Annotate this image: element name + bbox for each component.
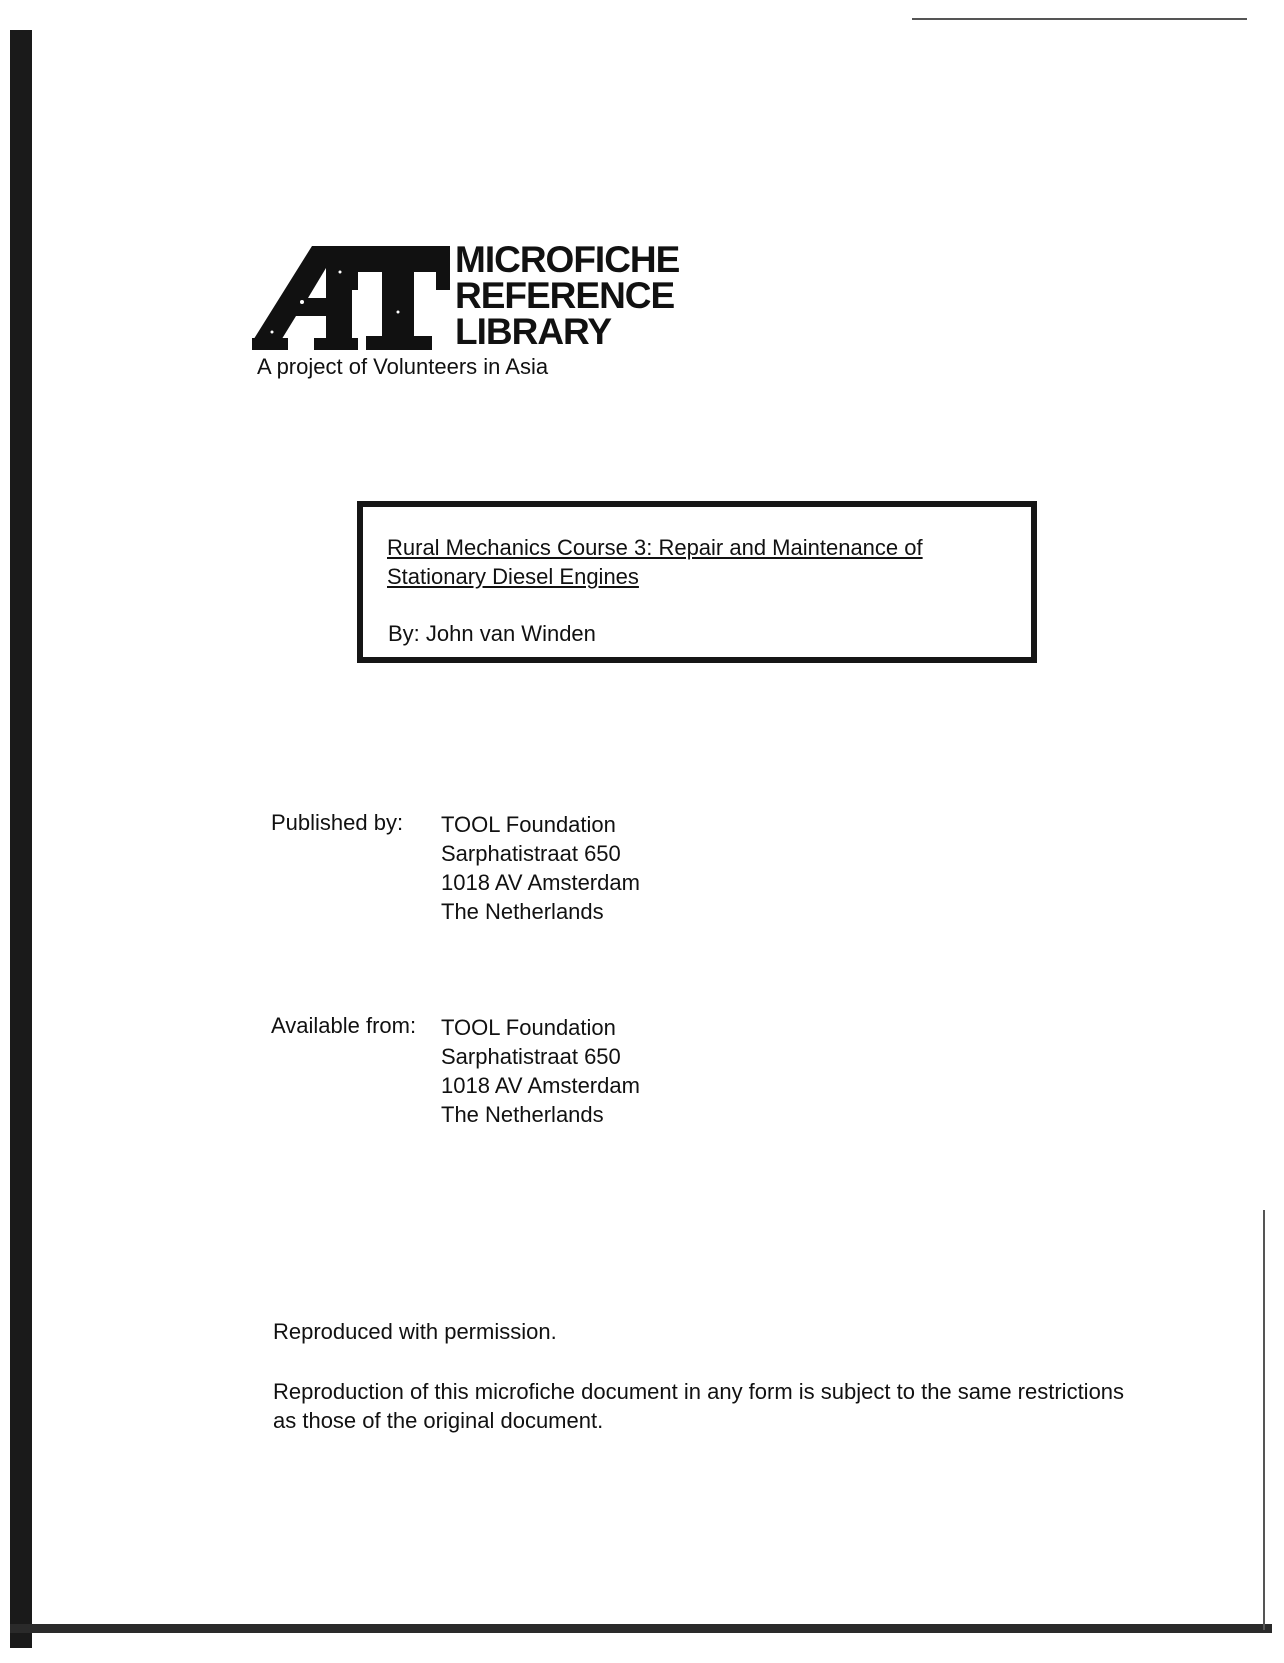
at-logo	[252, 239, 692, 352]
available-line: TOOL Foundation	[441, 1015, 616, 1040]
logo-line-microfiche: MICROFICHE	[455, 239, 680, 280]
top-rule	[912, 18, 1247, 20]
published-line: TOOL Foundation	[441, 812, 616, 837]
scan-border-bottom	[10, 1624, 1272, 1633]
published-line: 1018 AV Amsterdam	[441, 870, 640, 895]
available-from-label: Available from:	[271, 1013, 417, 1038]
available-line: Sarphatistraat 650	[441, 1044, 621, 1069]
published-by-address	[441, 810, 640, 926]
published-line: The Netherlands	[441, 899, 604, 924]
scan-border-right	[1263, 1210, 1265, 1630]
published-by-label: Published by:	[271, 810, 404, 835]
available-line: The Netherlands	[441, 1102, 604, 1127]
document-title: Rural Mechanics Course 3: Repair and Maintenance of Stationary Diesel Engines	[387, 535, 923, 589]
reproduced-note: Reproduced with permission.	[273, 1319, 557, 1344]
restrictions-note: Reproduction of this microfiche document in any form is subject to the same restrictions as those of the original document.	[273, 1379, 1125, 1433]
at-logo-mark-icon	[252, 242, 452, 350]
logo-line-library: LIBRARY	[455, 311, 612, 352]
document-author: By: John van Winden	[388, 621, 596, 646]
available-line: 1018 AV Amsterdam	[441, 1073, 640, 1098]
logo-line-reference: REFERENCE	[455, 275, 675, 316]
available-from-address	[441, 1013, 640, 1129]
published-line: Sarphatistraat 650	[441, 841, 621, 866]
logo-tagline: A project of Volunteers in Asia	[257, 354, 549, 379]
scan-border-left	[10, 30, 32, 1648]
